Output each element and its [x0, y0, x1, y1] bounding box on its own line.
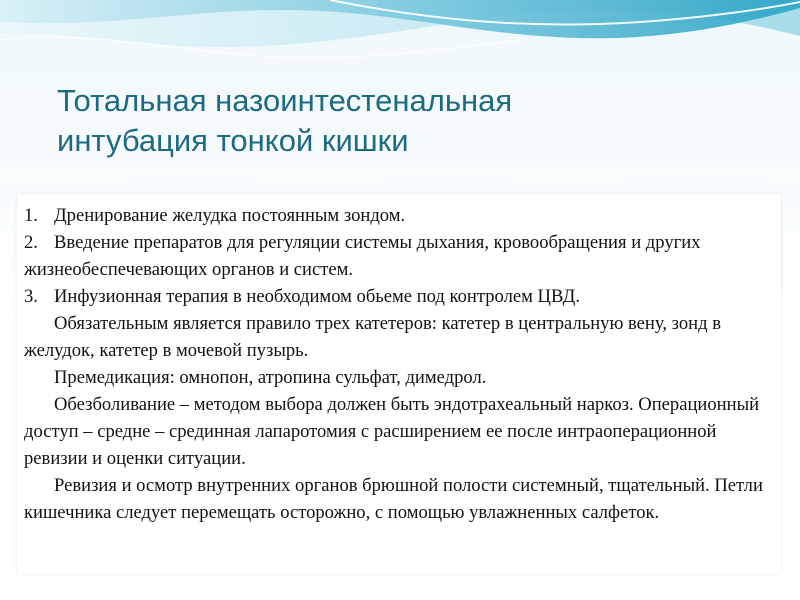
list-item-2 [24, 229, 774, 283]
list-item-number: 2. [24, 232, 38, 253]
slide-title-line-1: Тотальная назоинтестенальная [57, 83, 513, 118]
paragraph-anesthesia: Обезболивание – методом выбора должен быть эндотрахеальный наркоз. Операционный доступ – средне – срединная лапаротомия с расширением ее после интраоперационной ревизии и оценки ситуации. [24, 394, 760, 469]
paragraph-premedication: Премедикация: омнопон, атропина сульфат, димедрол. [54, 367, 487, 388]
list-item-number: 1. [24, 205, 38, 226]
decorative-wave-band [0, 0, 800, 80]
slide-body [24, 202, 774, 526]
list-item-text: Дренирование желудка постоянным зондом. [54, 205, 406, 226]
slide-title [57, 81, 757, 161]
list-item-number: 3. [24, 286, 38, 307]
paragraph-revision: Ревизия и осмотр внутренних органов брюшной полости системный, тщательный. Петли кишечника следует перемещать осторожно, с помощью увлажненных салфеток. [24, 475, 763, 523]
list-item-1 [24, 202, 774, 229]
list-item-text: Введение препаратов для регуляции системы дыхания, кровообращения и других жизнеобеспечевающих органов и систем. [24, 232, 701, 280]
paragraph-catheters: Обязательным является правило трех катетеров: катетер в центральную вену, зонд в желудок, катетер в мочевой пузырь. [24, 313, 721, 361]
list-item-3 [24, 283, 774, 310]
list-item-text: Инфузионная терапия в необходимом обьеме под контролем ЦВД. [54, 286, 580, 307]
slide-title-line-2: интубация тонкой кишки [57, 123, 409, 158]
